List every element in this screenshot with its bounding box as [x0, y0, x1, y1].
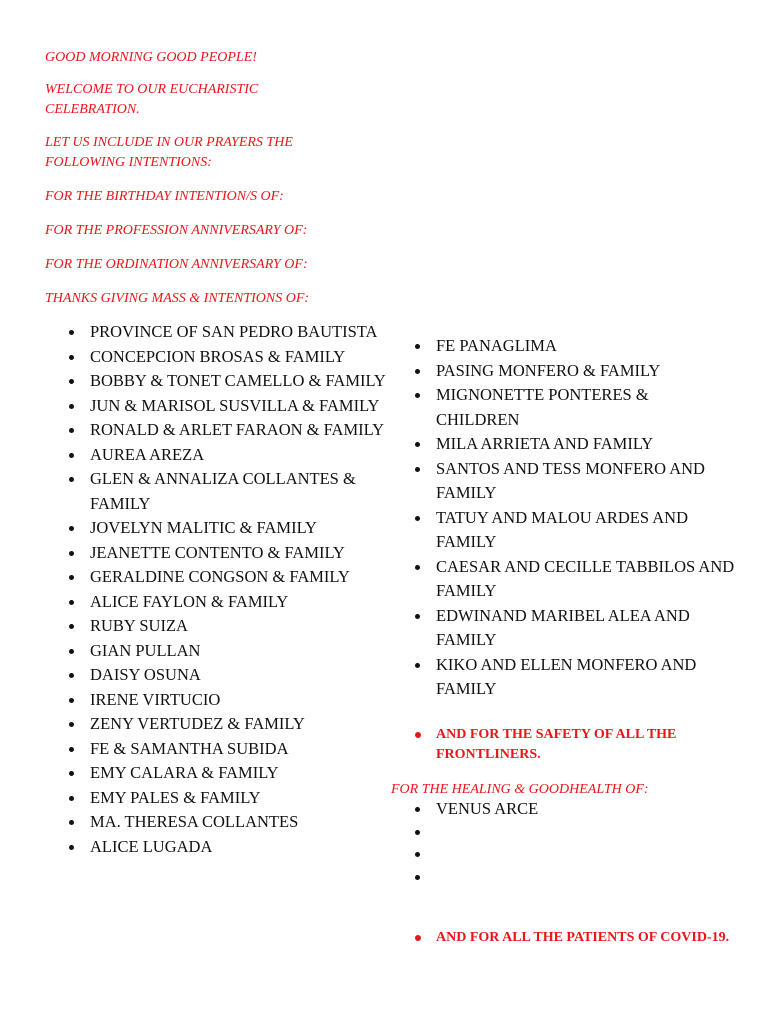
list-item: MA. THERESA COLLANTES	[90, 810, 390, 835]
list-item: RUBY SUIZA	[90, 614, 390, 639]
include-intentions-line: LET US INCLUDE IN OUR PRAYERS THE FOLLOWING INTENTIONS:	[45, 135, 293, 170]
healing-list	[436, 797, 686, 887]
list-item: EDWINAND MARIBEL ALEA AND FAMILY	[436, 604, 736, 653]
list-item: FE & SAMANTHA SUBIDA	[90, 737, 390, 762]
list-item: FE PANAGLIMA	[436, 334, 736, 359]
thanksgiving-heading: THANKS GIVING MASS & INTENTIONS OF:	[45, 291, 310, 306]
frontliners-note: AND FOR THE SAFETY OF ALL THE FRONTLINERS.	[436, 725, 736, 765]
welcome-line: WELCOME TO OUR EUCHARISTIC CELEBRATION.	[45, 82, 259, 117]
list-item: ALICE FAYLON & FAMILY	[90, 590, 390, 615]
list-item: GIAN PULLAN	[90, 639, 390, 664]
list-item: RONALD & ARLET FARAON & FAMILY	[90, 418, 390, 443]
list-item: DAISY OSUNA	[90, 663, 390, 688]
list-item: SANTOS AND TESS MONFERO AND FAMILY	[436, 457, 736, 506]
list-item: ZENY VERTUDEZ & FAMILY	[90, 712, 390, 737]
list-item: AUREA AREZA	[90, 443, 390, 468]
list-item: IRENE VIRTUCIO	[90, 688, 390, 713]
list-item: KIKO AND ELLEN MONFERO AND FAMILY	[436, 653, 736, 702]
list-item-empty	[436, 842, 686, 865]
list-item: MIGNONETTE PONTERES & CHILDREN	[436, 383, 736, 432]
list-item: GLEN & ANNALIZA COLLANTES & FAMILY	[90, 467, 390, 516]
list-item: GERALDINE CONGSON & FAMILY	[90, 565, 390, 590]
covid-note: AND FOR ALL THE PATIENTS OF COVID-19.	[436, 928, 736, 948]
list-item-empty	[436, 820, 686, 843]
list-item: JOVELYN MALITIC & FAMILY	[90, 516, 390, 541]
thanksgiving-list-right	[436, 334, 736, 702]
list-item: CAESAR AND CECILLE TABBILOS AND FAMILY	[436, 555, 736, 604]
list-item: VENUS ARCE	[436, 797, 686, 820]
list-item: EMY PALES & FAMILY	[90, 786, 390, 811]
birthday-heading: FOR THE BIRTHDAY INTENTION/S OF:	[45, 189, 284, 204]
list-item: EMY CALARA & FAMILY	[90, 761, 390, 786]
profession-heading: FOR THE PROFESSION ANNIVERSARY OF:	[45, 223, 308, 238]
list-item: CONCEPCION BROSAS & FAMILY	[90, 345, 390, 370]
greeting-line: GOOD MORNING GOOD PEOPLE!	[45, 50, 257, 65]
list-item: JEANETTE CONTENTO & FAMILY	[90, 541, 390, 566]
list-item: TATUY AND MALOU ARDES AND FAMILY	[436, 506, 736, 555]
list-item-empty	[436, 865, 686, 888]
ordination-heading: FOR THE ORDINATION ANNIVERSARY OF:	[45, 257, 308, 272]
list-item: PASING MONFERO & FAMILY	[436, 359, 736, 384]
thanksgiving-list-left	[90, 320, 390, 859]
list-item: ALICE LUGADA	[90, 835, 390, 860]
list-item: PROVINCE OF SAN PEDRO BAUTISTA	[90, 320, 390, 345]
list-item: JUN & MARISOL SUSVILLA & FAMILY	[90, 394, 390, 419]
list-item: BOBBY & TONET CAMELLO & FAMILY	[90, 369, 390, 394]
healing-heading: FOR THE HEALING & GOODHEALTH OF:	[391, 782, 649, 797]
list-item: MILA ARRIETA AND FAMILY	[436, 432, 736, 457]
